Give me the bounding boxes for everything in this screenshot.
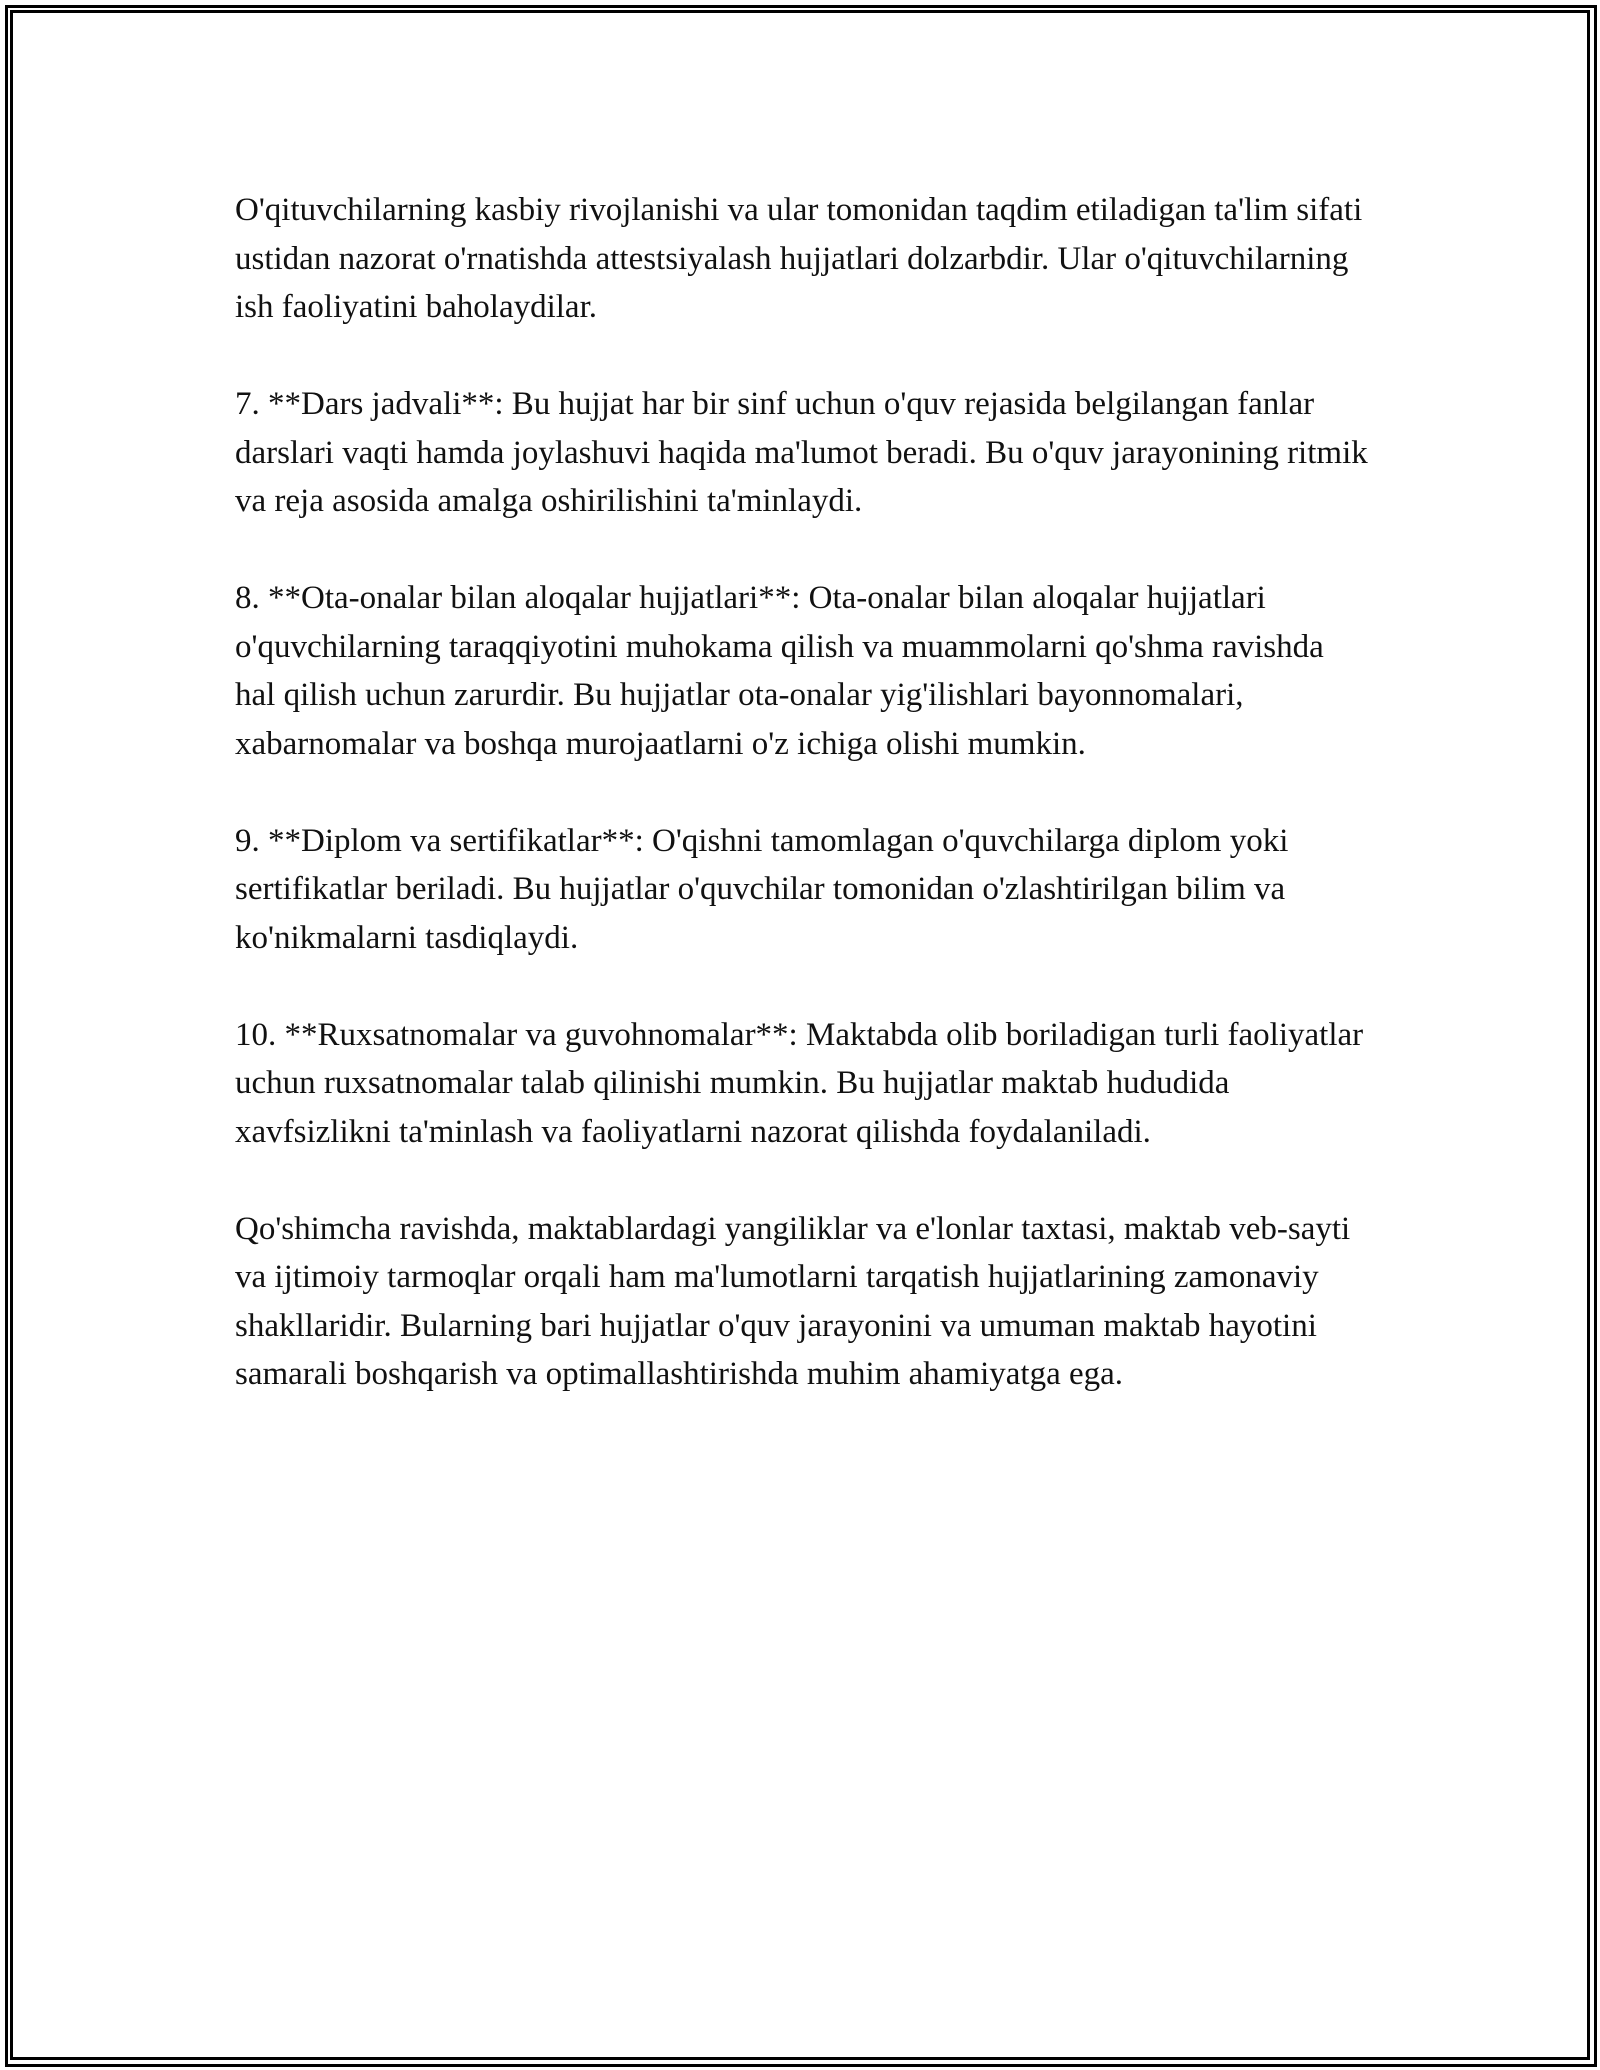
paragraph-item-9-diplom: 9. **Diplom va sertifikatlar**: O'qishni tamomlagan o'quvchilarga diplom yoki sertifikatlar beriladi. Bu hujjatlar o'quvchilar tomonidan o'zlashtirilgan bilim va ko'nikmalarni tasdiqlaydi. (235, 822, 1289, 956)
paragraph-item-8-ota-onalar: 8. **Ota-onalar bilan aloqalar hujjatlari**: Ota-onalar bilan aloqalar hujjatlari o'quvchilarning taraqqiyotini muhokama qilish va muammolarni qo'shma ravishda hal qilish uchun zarurdir. Bu hujjatlar ota-onalar yig'ilishlari bayonnomalari, xabarnomalar va boshqa murojaatlarni o'z ichiga olishi mumkin. (235, 580, 1324, 762)
paragraph-item-7-dars-jadvali: 7. **Dars jadvali**: Bu hujjat har bir sinf uchun o'quv rejasida belgilangan fanlar darslari vaqti hamda joylashuvi haqida ma'lumot beradi. Bu o'quv jarayonining ritmik va reja asosida amalga oshirilishini ta'minlaydi. (235, 386, 1368, 519)
paragraph-conclusion: Qo'shimcha ravishda, maktablardagi yangiliklar va e'lonlar taxtasi, maktab veb-sayti va ijtimoiy tarmoqlar orqali ham ma'lumotlarni tarqatish hujjatlarining zamonaviy shakllaridir. Bularning bari hujjatlar o'quv jarayonini va umuman maktab hayotini samarali boshqarish va optimallashtirishda muhim ahamiyatga ega. (235, 1210, 1351, 1392)
paragraph-item-10-ruxsatnomalar: 10. **Ruxsatnomalar va guvohnomalar**: Maktabda olib boriladigan turli faoliyatlar uchun ruxsatnomalar talab qilinishi mumkin. Bu hujjatlar maktab hududida xavfsizlikni ta'minlash va faoliyatlarni nazorat qilishda foydalaniladi. (235, 1016, 1364, 1150)
paragraph-attestation: O'qituvchilarning kasbiy rivojlanishi va ular tomonidan taqdim etiladigan ta'lim sifati ustidan nazorat o'rnatishda attestsiyalash hujjatlari dolzarbdir. Ular o'qituvchilarning ish faoliyatini baholaydilar. (235, 192, 1363, 325)
document-body (235, 186, 1370, 1447)
